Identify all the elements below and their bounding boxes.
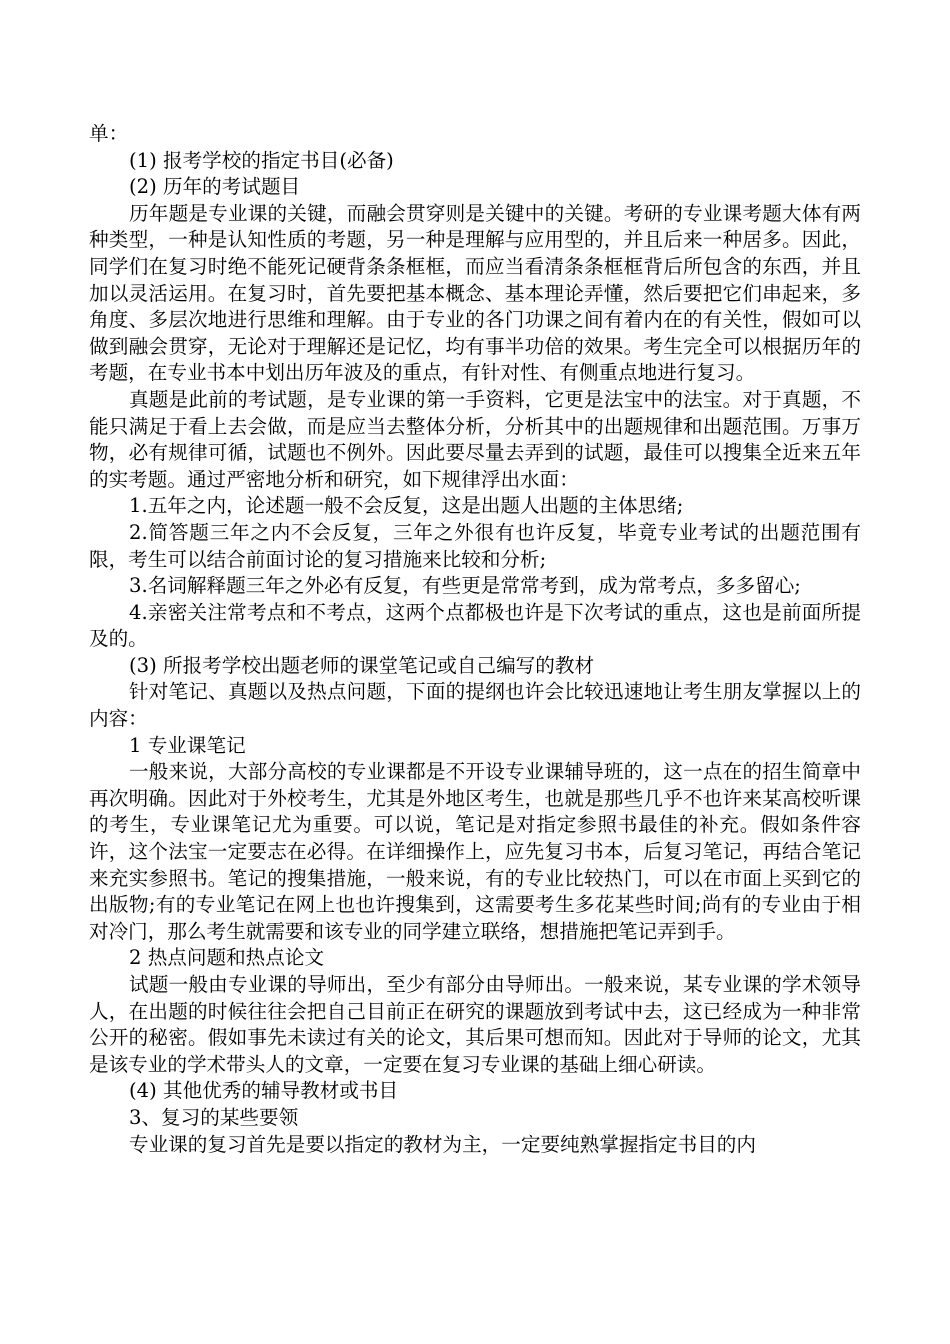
- list-item-heading: (1) 报考学校的指定书目(必备): [129, 148, 394, 172]
- list-item-heading: (2) 历年的考试题目: [129, 175, 301, 199]
- section-heading: 3、复习的某些要领: [129, 1105, 299, 1129]
- section-heading: 2 热点问题和热点论文: [129, 946, 325, 970]
- list-item: 2.简答题三年之内不会反复，三年之外很有也许反复，毕竟专业考试的出题范围有限，考生可以结合前面讨论的复习措施来比较和分析;: [89, 520, 861, 571]
- section-heading: 1 专业课笔记: [129, 733, 246, 757]
- paragraph: 历年题是专业课的关键，而融会贯穿则是关键中的关键。考研的专业课考题大体有两种类型，一种是认知性质的考题，另一种是理解与应用型的，并且后来一种居多。因此，同学们在复习时绝不能死记硬背条条框框，而应当看清条条框框背后所包含的东西，并且加以灵活运用。在复习时，首先要把基本概念、基本理论弄懂，然后要把它们串起来，多角度、多层次地进行思维和理解。由于专业的各门功课之间有着内在的有关性，假如可以做到融会贯穿，无论对于理解还是记忆，均有事半功倍的效果。考生完全可以根据历年的考题，在专业书本中划出历年波及的重点，有针对性、有侧重点地进行复习。: [89, 201, 861, 385]
- document-body: [89, 121, 861, 1158]
- list-item: 1.五年之内，论述题一般不会反复，这是出题人出题的主体思绪;: [129, 494, 684, 518]
- paragraph: 试题一般由专业课的导师出，至少有部分由导师出。一般来说，某专业课的学术领导人，在出题的时候往往会把自己目前正在研究的课题放到考试中去，这已经成为一种非常公开的秘密。假如事先未读过有关的论文，其后果可想而知。因此对于导师的论文，尤其是该专业的学术带头人的文章，一定要在复习专业课的基础上细心研读。: [89, 973, 861, 1076]
- paragraph: 专业课的复习首先是要以指定的教材为主，一定要纯熟掌握指定书目的内: [129, 1132, 756, 1156]
- list-item: 3.名词解释题三年之外必有反复，有些更是常常考到，成为常考点，多多留心;: [129, 574, 801, 598]
- list-item: 4.亲密关注常考点和不考点，这两个点都极也许是下次考试的重点，这也是前面所提及的。: [89, 600, 861, 651]
- paragraph: 针对笔记、真题以及热点问题，下面的提纲也许会比较迅速地让考生朋友掌握以上的内容：: [89, 680, 861, 731]
- paragraph: 一般来说，大部分高校的专业课都是不开设专业课辅导班的，这一点在的招生简章中再次明确。因此对于外校考生，尤其是外地区考生，也就是那些几乎不也许来某高校听课的考生，专业课笔记尤为重要。可以说，笔记是对指定参照书最佳的补充。假如条件容许，这个法宝一定要志在必得。在详细操作上，应先复习书本，后复习笔记，再结合笔记来充实参照书。笔记的搜集措施，一般来说，有的专业比较热门，可以在市面上买到它的出版物;有的专业笔记在网上也也许搜集到，这需要考生多花某些时间;尚有的专业由于相对冷门，那么考生就需要和该专业的同学建立联络，想措施把笔记弄到手。: [89, 760, 861, 943]
- list-item-heading: (3) 所报考学校出题老师的课堂笔记或自己编写的教材: [129, 653, 595, 677]
- list-item-heading: (4) 其他优秀的辅导教材或书目: [129, 1079, 399, 1103]
- paragraph: 单：: [89, 122, 129, 145]
- paragraph: 真题是此前的考试题，是专业课的第一手资料，它更是法宝中的法宝。对于真题，不能只满足于看上去会做，而是应当去整体分析，分析其中的出题规律和出题范围。万事万物，必有规律可循，试题也不例外。因此要尽量去弄到的试题，最佳可以搜集全近来五年的实考题。通过严密地分析和研究，如下规律浮出水面：: [89, 387, 861, 491]
